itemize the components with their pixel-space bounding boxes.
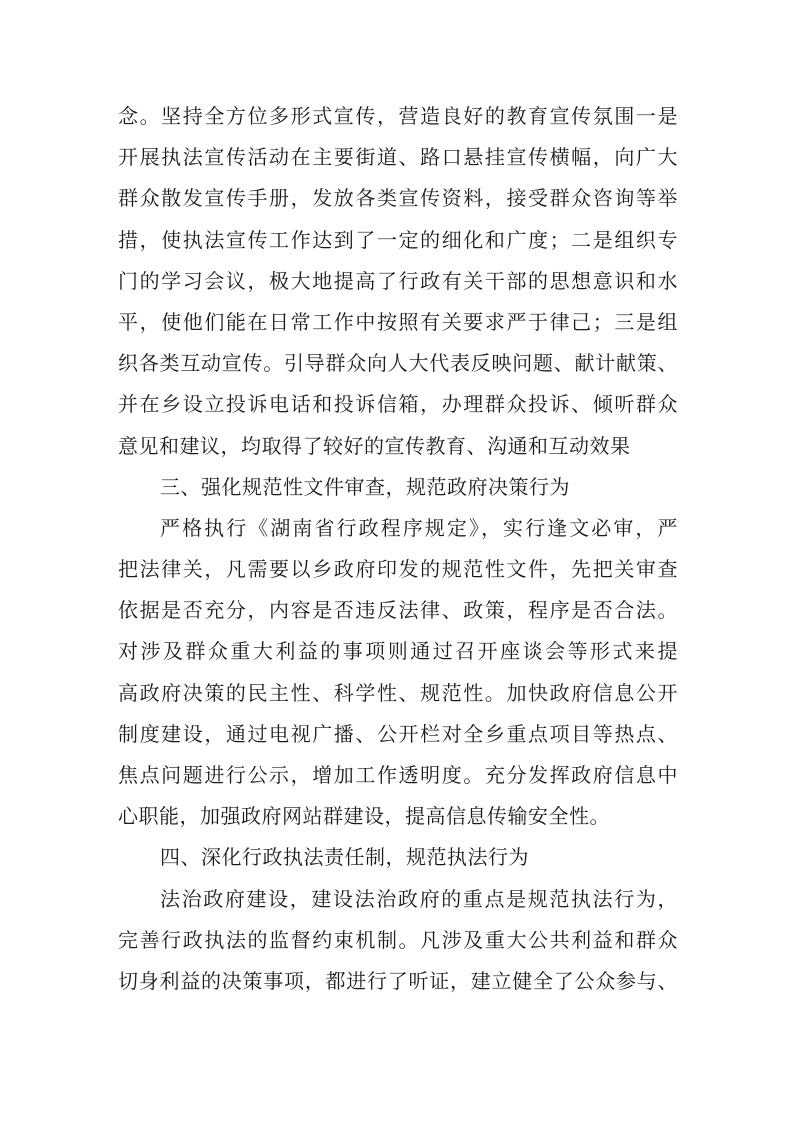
body-text-line: 门的学习会议，极大地提高了行政有关干部的思想意识和水 <box>118 268 678 293</box>
body-text-line: 高政府决策的民主性、科学性、规范性。加快政府信息公开 <box>118 680 678 705</box>
section-heading-4: 四、深化行政执法责任制，规范执法行为 <box>160 845 529 870</box>
body-text-line: 把法律关，凡需要以乡政府印发的规范性文件，先把关审查 <box>118 557 678 582</box>
body-text-line: 切身利益的决策事项，都进行了听证，建立健全了公众参与、 <box>118 968 678 993</box>
body-text-line: 完善行政执法的监督约束机制。凡涉及重大公共利益和群众 <box>118 927 678 952</box>
body-text-line: 法治政府建设，建设法治政府的重点是规范执法行为， <box>160 886 678 911</box>
body-text-line: 焦点问题进行公示，增加工作透明度。充分发挥政府信息中 <box>118 763 678 787</box>
document-page <box>118 96 678 1002</box>
body-text-line: 意见和建议，均取得了较好的宣传教育、沟通和互动效果 <box>118 433 631 458</box>
body-text-line: 群众散发宣传手册，发放各类宣传资料，接受群众咨询等举 <box>118 186 678 211</box>
body-text-line: 并在乡设立投诉电话和投诉信箱，办理群众投诉、倾听群众 <box>118 392 678 417</box>
body-text-line: 制度建设，通过电视广播、公开栏对全乡重点项目等热点、 <box>118 721 678 746</box>
body-text-line: 对涉及群众重大利益的事项则通过召开座谈会等形式来提 <box>118 639 678 664</box>
section-heading-3: 三、强化规范性文件审查，规范政府决策行为 <box>160 474 570 499</box>
body-text-line: 念。坚持全方位多形式宣传，营造良好的教育宣传氛围一是 <box>118 104 678 128</box>
body-text-line: 心职能，加强政府网站群建设，提高信息传输安全性。 <box>118 804 610 829</box>
body-text-line: 开展执法宣传活动在主要街道、路口悬挂宣传横幅，向广大 <box>118 145 678 170</box>
body-text-line: 织各类互动宣传。引导群众向人大代表反映问题、献计献策、 <box>118 351 678 376</box>
body-text-line: 措，使执法宣传工作达到了一定的细化和广度；二是组织专 <box>118 227 678 252</box>
body-text-line: 平，使他们能在日常工作中按照有关要求严于律己；三是组 <box>118 309 678 334</box>
body-text-line: 依据是否充分，内容是否违反法律、政策，程序是否合法。 <box>118 598 678 623</box>
body-text-line: 严格执行《湖南省行政程序规定》，实行逢文必审，严 <box>160 515 678 540</box>
